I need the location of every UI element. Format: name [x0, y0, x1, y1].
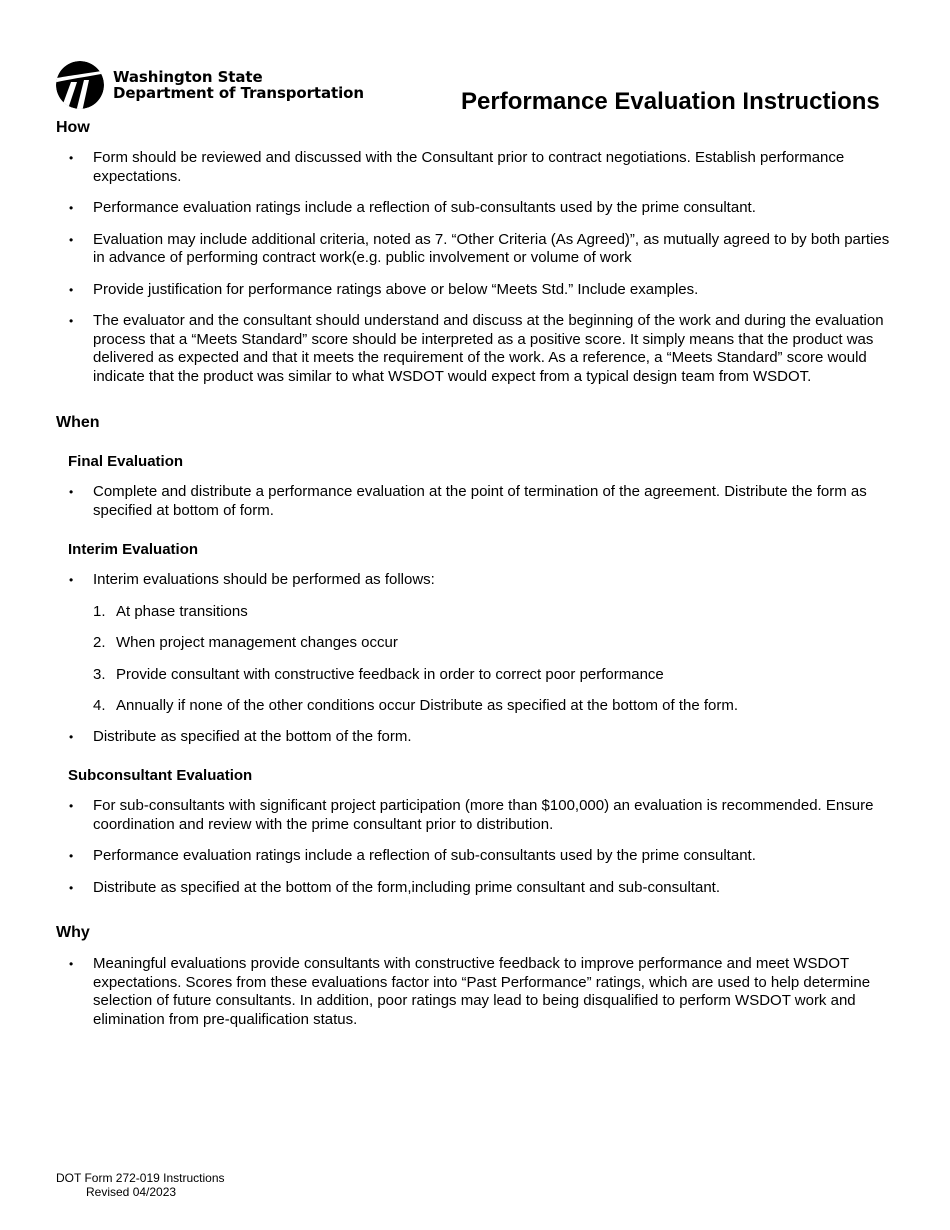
interim-distribution-list	[56, 728, 901, 747]
logo-line-1: Washington State	[113, 68, 263, 86]
subheading-subconsultant-evaluation: Subconsultant Evaluation	[68, 767, 253, 784]
subheading-interim-evaluation: Interim Evaluation	[68, 541, 199, 558]
list-item: • Interim evaluations should be performed as follows:	[56, 571, 901, 590]
wsdot-logo-icon	[55, 60, 105, 110]
final-evaluation-list	[56, 483, 901, 520]
section-heading-why: Why	[56, 924, 90, 941]
how-list	[56, 149, 901, 386]
list-item: • Form should be reviewed and discussed with the Consultant prior to contract negotiations. Establish performance expectations.	[56, 149, 901, 186]
section-heading-how: How	[56, 119, 90, 136]
list-item: • Evaluation may include additional criteria, noted as 7. “Other Criteria (As Agreed)”, as mutually agreed to by both parties in advance of performing contract work(e.g. public involvement or volume of work	[56, 231, 901, 268]
list-item: • Performance evaluation ratings include a reflection of sub-consultants used by the prime consultant.	[56, 847, 901, 866]
interim-conditions-list	[56, 603, 901, 716]
form-footer	[56, 1171, 225, 1199]
form-number: DOT Form 272-019 Instructions	[56, 1171, 225, 1185]
list-item: • Meaningful evaluations provide consultants with constructive feedback to improve performance and meet WSDOT expectations. Scores from these evaluations factor into “Past Performance” ratings, which are used to help determine selection of future consultants. In addition, poor ratings may lead to being disqualified to perform WSDOT work and elimination from pre-qualification status.	[56, 955, 901, 1029]
interim-evaluation-list	[56, 571, 901, 590]
subconsultant-evaluation-list	[56, 797, 901, 897]
list-item: • Distribute as specified at the bottom of the form,including prime consultant and sub-consultant.	[56, 879, 901, 898]
logo-line-2: Department of Transportation	[113, 84, 364, 102]
list-item: • For sub-consultants with significant project participation (more than $100,000) an evaluation is recommended. Ensure coordination and review with the prime consultant prior to distribution.	[56, 797, 901, 834]
page-title: Performance Evaluation Instructions	[461, 88, 880, 115]
numbered-item: 1. At phase transitions	[93, 602, 248, 620]
numbered-item: 2. When project management changes occur	[93, 634, 398, 651]
list-item: • The evaluator and the consultant should understand and discuss at the beginning of the work and during the evaluation process that a “Meets Standard” score should be interpreted as a positive score. It simply means that the product was delivered as expected and that it meets the requirement of the work. As a reference, a “Meets Standard” score would indicate that the product was similar to what WSDOT would expect from a typical design team from WSDOT.	[56, 312, 901, 386]
list-item: • Complete and distribute a performance evaluation at the point of termination of the agreement. Distribute the form as specified at bottom of form.	[56, 483, 901, 520]
subheading-final-evaluation: Final Evaluation	[68, 453, 184, 470]
numbered-item: 3. Provide consultant with constructive feedback in order to correct poor performance	[93, 665, 664, 683]
list-item: • Provide justification for performance ratings above or below “Meets Std.” Include examples.	[56, 281, 901, 300]
list-item: • Distribute as specified at the bottom of the form.	[56, 728, 901, 747]
list-item: • Performance evaluation ratings include a reflection of sub-consultants used by the prime consultant.	[56, 199, 901, 218]
why-list	[56, 955, 901, 1029]
section-heading-when: When	[56, 414, 100, 431]
wsdot-logo	[55, 60, 364, 110]
instructions-body	[56, 118, 901, 1029]
numbered-item: 4. Annually if none of the other conditions occur Distribute as specified at the bottom of the form.	[93, 697, 739, 714]
revision-date: Revised 04/2023	[86, 1185, 177, 1199]
